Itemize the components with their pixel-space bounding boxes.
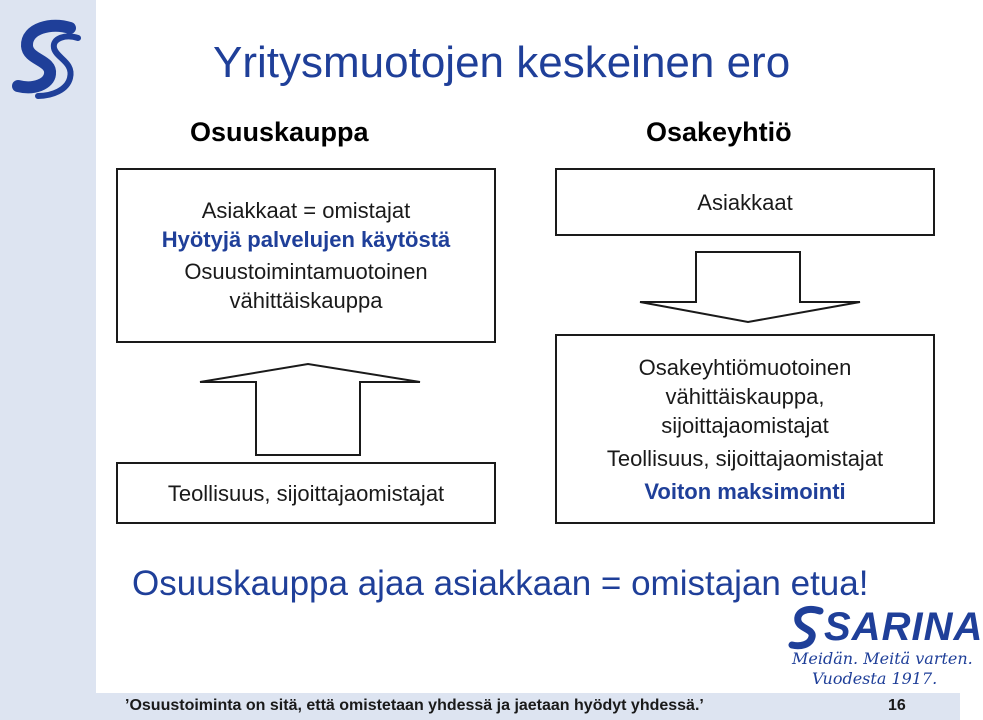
up-arrow-icon (196, 362, 424, 458)
page-title: Yritysmuotojen keskeinen ero (213, 38, 791, 87)
box-line: Osuustoimintamuotoinen (184, 259, 428, 284)
box-line: Voiton maksimointi (644, 478, 846, 504)
box-line: Asiakkaat = omistajat (201, 198, 411, 223)
box-line: Osakeyhtiömuotoinen (638, 354, 852, 380)
left-bottom-box (116, 462, 496, 524)
sarina-tagline: Meidän. Meitä varten. (792, 649, 973, 668)
s-group-logo-icon (12, 22, 84, 100)
sarina-tagline: Vuodesta 1917. (812, 669, 938, 688)
box-line: sijoittajaomistajat (661, 412, 829, 438)
right-column-heading: Osakeyhtiö (646, 117, 792, 147)
right-bottom-box (555, 334, 935, 524)
down-arrow-icon (636, 250, 864, 324)
sidebar-band (0, 0, 96, 720)
slogan: Osuuskauppa ajaa asiakkaan = omistajan etua! (132, 564, 869, 603)
box-line: Hyötyjä palvelujen käytöstä (161, 227, 451, 252)
footer-quote: ’Osuustoiminta on sitä, että omistetaan yhdessä ja jaetaan hyödyt yhdessä.’ (125, 697, 704, 714)
sarina-s-icon (790, 607, 824, 651)
right-top-box (555, 168, 935, 236)
sarina-wordmark: SARINA (824, 605, 983, 649)
box-line: vähittäiskauppa, (665, 383, 825, 409)
box-line: Asiakkaat (697, 189, 793, 215)
left-top-box (116, 168, 496, 343)
box-line: Teollisuus, sijoittajaomistajat (167, 480, 445, 506)
box-line: vähittäiskauppa (229, 288, 383, 313)
left-column-heading: Osuuskauppa (190, 117, 369, 147)
box-line: Teollisuus, sijoittajaomistajat (606, 445, 884, 471)
page-number: 16 (888, 697, 906, 714)
